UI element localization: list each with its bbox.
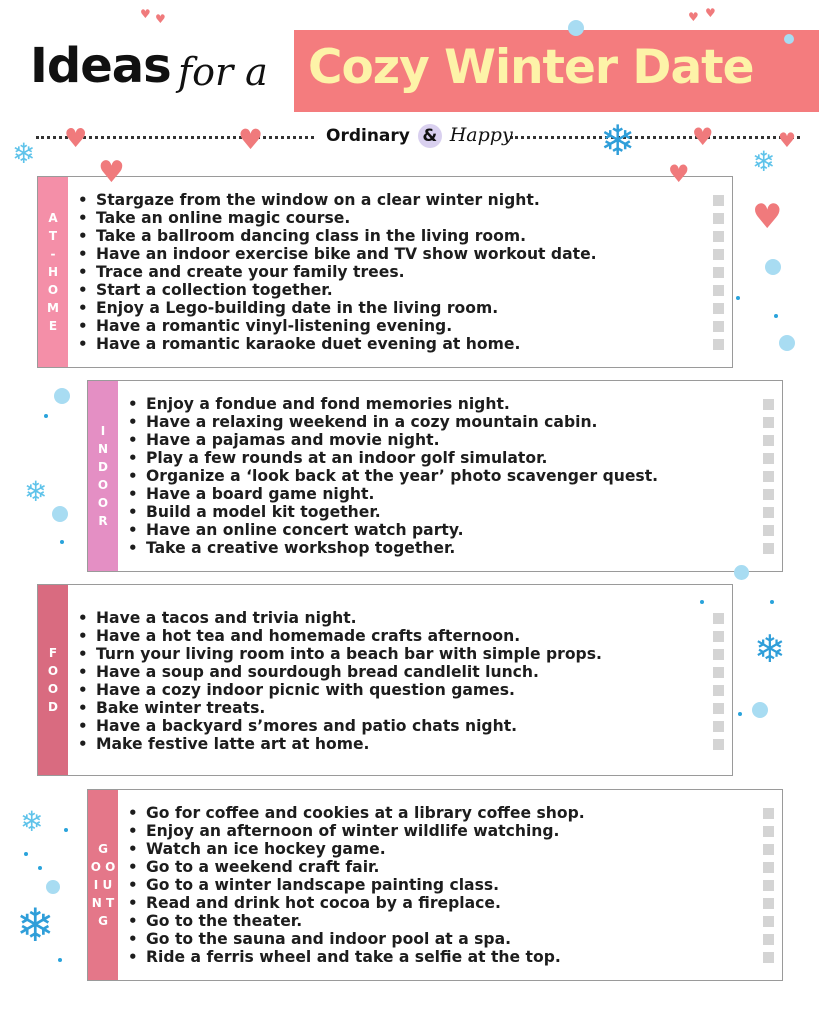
- checkbox-icon[interactable]: [763, 952, 774, 963]
- list-item: • Enjoy an afternoon of winter wildlife watching.: [126, 822, 585, 840]
- snow-dot: [700, 600, 704, 604]
- heart-icon: ♥: [98, 155, 125, 190]
- list-item: • Go for coffee and cookies at a library coffee shop.: [126, 804, 585, 822]
- checkbox-icon[interactable]: [713, 613, 724, 624]
- list-item: • Have an online concert watch party.: [126, 521, 658, 539]
- snow-dot: [736, 296, 740, 300]
- checkbox-icon[interactable]: [763, 844, 774, 855]
- list-item: • Play a few rounds at an indoor golf simulator.: [126, 449, 658, 467]
- list-item: • Enjoy a fondue and fond memories night.: [126, 395, 658, 413]
- list-item: • Have a romantic vinyl-listening evening.: [76, 317, 597, 335]
- snow-dot: [752, 702, 768, 718]
- tab-letter: O: [97, 478, 109, 492]
- list-item: • Have a romantic karaoke duet evening at home.: [76, 335, 597, 353]
- checkbox-icon[interactable]: [763, 525, 774, 536]
- tab-letter: O O: [90, 860, 116, 874]
- checkbox-icon[interactable]: [763, 826, 774, 837]
- section-food: [37, 584, 733, 776]
- list-item: • Have an indoor exercise bike and TV show workout date.: [76, 245, 597, 263]
- checkbox-icon[interactable]: [763, 471, 774, 482]
- snow-dot: [568, 20, 584, 36]
- idea-list-at-home: [76, 191, 597, 353]
- section-tab-indoor: [88, 381, 118, 571]
- tab-letter: R: [98, 514, 108, 528]
- checkbox-icon[interactable]: [713, 739, 724, 750]
- checkbox-icon[interactable]: [763, 880, 774, 891]
- checkbox-icon[interactable]: [713, 303, 724, 314]
- snow-dot: [738, 712, 742, 716]
- title-banner: [294, 30, 819, 112]
- snowflake-icon: ❄: [12, 137, 36, 170]
- checkbox-icon[interactable]: [713, 339, 724, 350]
- list-item: • Go to the sauna and indoor pool at a spa.: [126, 930, 585, 948]
- heart-icon: ♥: [155, 12, 166, 26]
- heart-icon: ♥: [140, 7, 151, 21]
- list-item: • Have a relaxing weekend in a cozy mountain cabin.: [126, 413, 658, 431]
- tab-letter: D: [48, 700, 58, 714]
- snowflake-icon: ❄: [752, 145, 776, 178]
- list-item: • Ride a ferris wheel and take a selfie at the top.: [126, 948, 585, 966]
- list-item: • Trace and create your family trees.: [76, 263, 597, 281]
- snow-dot: [46, 880, 60, 894]
- list-item: • Have a cozy indoor picnic with question games.: [76, 681, 602, 699]
- checkbox-icon[interactable]: [763, 399, 774, 410]
- list-item: • Have a tacos and trivia night.: [76, 609, 602, 627]
- snowflake-icon: ❄: [16, 898, 55, 952]
- title-banner-text: Cozy Winter Date: [308, 40, 754, 95]
- brand-happy: Happy: [449, 124, 513, 146]
- heart-icon: ♥: [705, 6, 716, 20]
- tab-letter: G: [98, 842, 108, 856]
- checkbox-icon[interactable]: [763, 898, 774, 909]
- heart-icon: ♥: [238, 123, 264, 156]
- checkbox-icon[interactable]: [763, 489, 774, 500]
- heart-icon: ♥: [668, 160, 690, 188]
- tab-letter: O: [47, 682, 59, 696]
- idea-list-indoor: [126, 395, 658, 557]
- checkbox-icon[interactable]: [763, 507, 774, 518]
- checkbox-icon[interactable]: [713, 267, 724, 278]
- list-item: • Build a model kit together.: [126, 503, 658, 521]
- checkbox-icon[interactable]: [763, 543, 774, 554]
- tab-letter: O: [97, 496, 109, 510]
- checkbox-icon[interactable]: [713, 685, 724, 696]
- checkbox-icon[interactable]: [713, 703, 724, 714]
- list-item: • Take an online magic course.: [76, 209, 597, 227]
- tab-letter: D: [98, 460, 108, 474]
- list-item: • Watch an ice hockey game.: [126, 840, 585, 858]
- tab-letter: G: [98, 914, 108, 928]
- checkbox-icon[interactable]: [713, 213, 724, 224]
- idea-list-going-out: [126, 804, 585, 966]
- snowflake-icon: ❄: [24, 475, 48, 508]
- list-item: • Go to a weekend craft fair.: [126, 858, 585, 876]
- checkbox-icon[interactable]: [763, 417, 774, 428]
- checkbox-column: [763, 399, 774, 561]
- checkbox-column: [763, 808, 774, 970]
- checkbox-icon[interactable]: [713, 249, 724, 260]
- checkbox-icon[interactable]: [763, 934, 774, 945]
- snow-dot: [38, 866, 42, 870]
- dotted-divider-right: [510, 136, 800, 139]
- checkbox-icon[interactable]: [763, 435, 774, 446]
- checkbox-column: [713, 613, 724, 757]
- snow-dot: [774, 314, 778, 318]
- tab-letter: I: [100, 424, 106, 438]
- section-tab-at-home: [38, 177, 68, 367]
- snow-dot: [734, 565, 749, 580]
- checkbox-column: [713, 195, 724, 357]
- brand-ampersand: &: [418, 124, 442, 148]
- checkbox-icon[interactable]: [713, 285, 724, 296]
- tab-letter: N: [97, 442, 109, 456]
- tab-letter: H: [47, 265, 59, 279]
- heart-icon: ♥: [64, 124, 88, 154]
- checkbox-icon[interactable]: [713, 649, 724, 660]
- section-tab-going-out: [88, 790, 118, 980]
- snow-dot: [52, 506, 68, 522]
- list-item: • Organize a ‘look back at the year’ photo scavenger quest.: [126, 467, 658, 485]
- tab-letter: N T: [91, 896, 115, 910]
- checkbox-icon[interactable]: [763, 916, 774, 927]
- list-item: • Have a pajamas and movie night.: [126, 431, 658, 449]
- snow-dot: [54, 388, 70, 404]
- snow-dot: [44, 414, 48, 418]
- checkbox-icon[interactable]: [713, 231, 724, 242]
- section-indoor: [87, 380, 783, 572]
- snow-dot: [779, 335, 795, 351]
- tab-letter: -: [50, 247, 56, 261]
- snow-dot: [64, 828, 68, 832]
- tab-letter: I U: [93, 878, 113, 892]
- list-item: • Go to the theater.: [126, 912, 585, 930]
- checkbox-icon[interactable]: [713, 195, 724, 206]
- list-item: • Take a creative workshop together.: [126, 539, 658, 557]
- list-item: • Have a backyard s’mores and patio chats night.: [76, 717, 602, 735]
- checkbox-icon[interactable]: [763, 453, 774, 464]
- title-for-a: for a: [178, 50, 268, 94]
- checkbox-icon[interactable]: [763, 862, 774, 873]
- section-going-out: [87, 789, 783, 981]
- heart-icon: ♥: [752, 197, 783, 237]
- list-item: • Have a soup and sourdough bread candlelit lunch.: [76, 663, 602, 681]
- checkbox-icon[interactable]: [713, 721, 724, 732]
- tab-letter: O: [47, 664, 59, 678]
- tab-letter: M: [47, 301, 59, 315]
- brand-logo: [326, 124, 513, 148]
- list-item: • Have a hot tea and homemade crafts afternoon.: [76, 627, 602, 645]
- tab-letter: T: [48, 229, 58, 243]
- list-item: • Stargaze from the window on a clear winter night.: [76, 191, 597, 209]
- snowflake-icon: ❄: [754, 627, 786, 671]
- brand-ordinary: Ordinary: [326, 126, 410, 146]
- checkbox-icon[interactable]: [713, 667, 724, 678]
- snow-dot: [765, 259, 781, 275]
- list-item: • Turn your living room into a beach bar with simple props.: [76, 645, 602, 663]
- list-item: • Take a ballroom dancing class in the living room.: [76, 227, 597, 245]
- section-tab-food: [38, 585, 68, 775]
- snowflake-icon: ❄: [600, 116, 636, 165]
- tab-letter: E: [48, 319, 58, 333]
- checkbox-icon[interactable]: [713, 631, 724, 642]
- list-item: • Make festive latte art at home.: [76, 735, 602, 753]
- section-at-home: [37, 176, 733, 368]
- heart-icon: ♥: [688, 10, 699, 24]
- list-item: • Enjoy a Lego-building date in the living room.: [76, 299, 597, 317]
- list-item: • Start a collection together.: [76, 281, 597, 299]
- tab-letter: O: [47, 283, 59, 297]
- idea-list-food: [76, 609, 602, 753]
- list-item: • Go to a winter landscape painting class.: [126, 876, 585, 894]
- snow-dot: [60, 540, 64, 544]
- heart-icon: ♥: [778, 128, 796, 152]
- checkbox-icon[interactable]: [713, 321, 724, 332]
- list-item: • Have a board game night.: [126, 485, 658, 503]
- checkbox-icon[interactable]: [763, 808, 774, 819]
- tab-letter: A: [48, 211, 58, 225]
- snow-dot: [784, 34, 794, 44]
- tab-letter: F: [48, 646, 58, 660]
- snow-dot: [58, 958, 62, 962]
- heart-icon: ♥: [692, 123, 714, 151]
- snowflake-icon: ❄: [20, 805, 44, 838]
- snow-dot: [770, 600, 774, 604]
- title-ideas: Ideas: [30, 38, 171, 94]
- list-item: • Bake winter treats.: [76, 699, 602, 717]
- list-item: • Read and drink hot cocoa by a fireplace.: [126, 894, 585, 912]
- snow-dot: [24, 852, 28, 856]
